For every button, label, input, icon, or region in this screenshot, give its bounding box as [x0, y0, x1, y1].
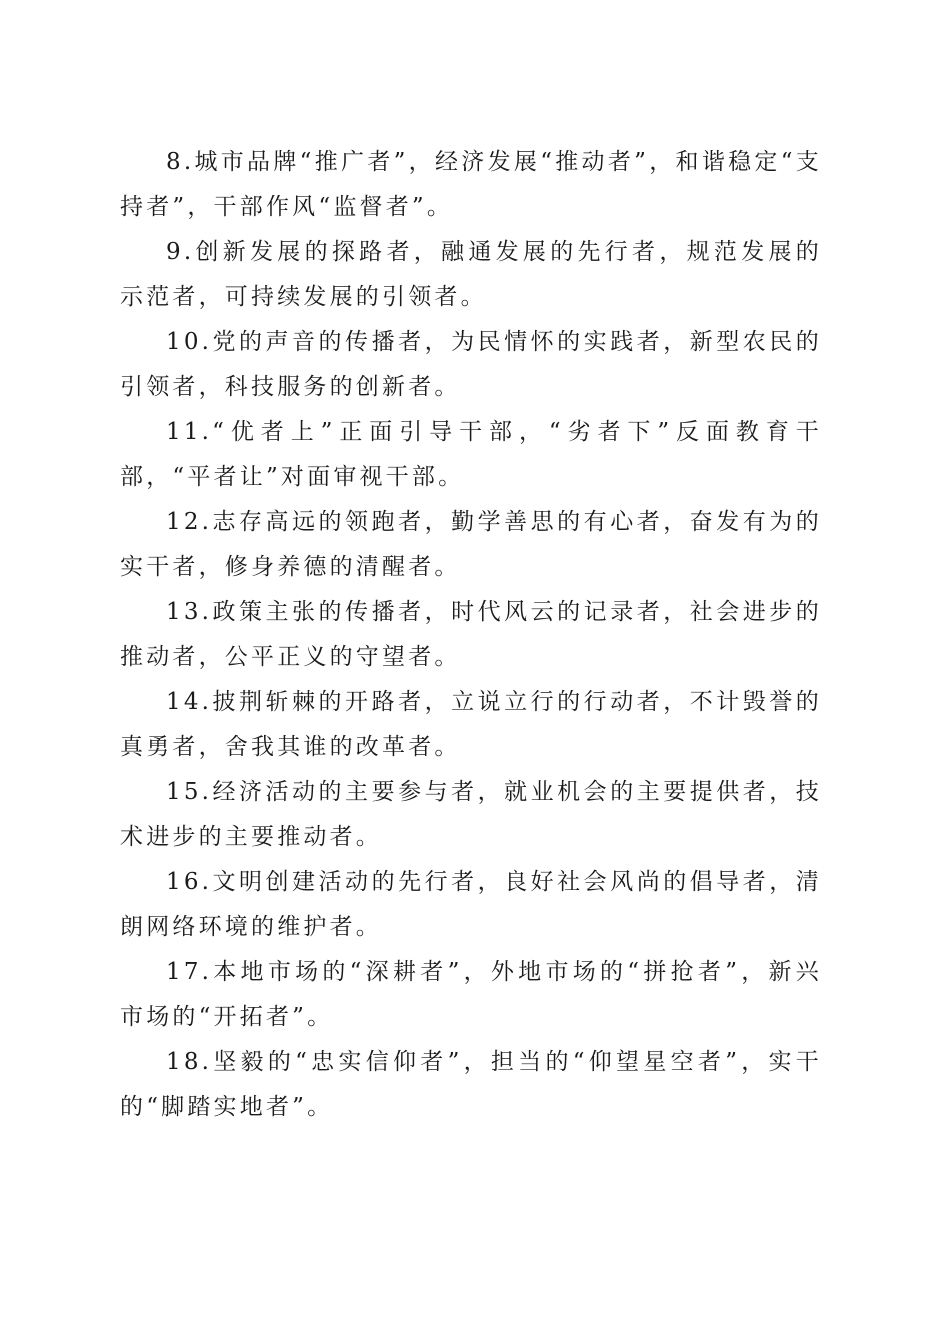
- paragraph-item-15: 15.经济活动的主要参与者，就业机会的主要提供者，技术进步的主要推动者。: [120, 779, 822, 850]
- paragraph-item-17: 17.本地市场的“深耕者”，外地市场的“拼抢者”，新兴市场的“开拓者”。: [120, 959, 822, 1030]
- paragraph-item-18: 18.坚毅的“忠实信仰者”，担当的“仰望星空者”，实干的“脚踏实地者”。: [120, 1049, 822, 1120]
- paragraph-item-8: 8.城市品牌“推广者”，经济发展“推动者”，和谐稳定“支持者”，干部作风“监督者”。: [120, 149, 822, 220]
- paragraph-item-16: 16.文明创建活动的先行者，良好社会风尚的倡导者，清朗网络环境的维护者。: [120, 869, 822, 940]
- paragraph-item-10: 10.党的声音的传播者，为民情怀的实践者，新型农民的引领者，科技服务的创新者。: [120, 329, 822, 400]
- paragraph-item-12: 12.志存高远的领跑者，勤学善思的有心者，奋发有为的实干者，修身养德的清醒者。: [120, 509, 822, 580]
- paragraph-item-13: 13.政策主张的传播者，时代风云的记录者，社会进步的推动者，公平正义的守望者。: [120, 599, 822, 670]
- paragraph-item-9: 9.创新发展的探路者，融通发展的先行者，规范发展的示范者，可持续发展的引领者。: [120, 239, 822, 310]
- paragraph-item-14: 14.披荆斩棘的开路者，立说立行的行动者，不计毁誉的真勇者，舍我其谁的改革者。: [120, 689, 822, 760]
- paragraph-item-11: 11.“优者上”正面引导干部，“劣者下”反面教育干部，“平者让”对面审视干部。: [120, 419, 822, 490]
- document-body: [120, 140, 822, 1130]
